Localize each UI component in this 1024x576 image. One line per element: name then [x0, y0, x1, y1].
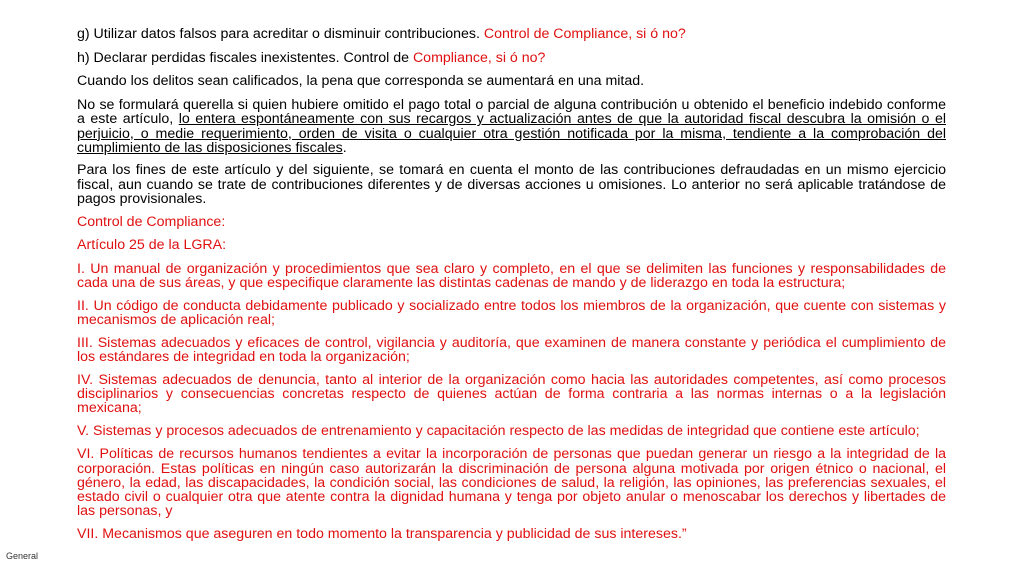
article-item-v: V. Sistemas y procesos adecuados de entrenamiento y capacitación respecto de las medidas de integridad que contiene este artículo; [77, 422, 920, 439]
item-h: h) Declarar perdidas fiscales inexistentes. Control de Compliance, si ó no? [77, 49, 546, 66]
article-item-vi: VI. Políticas de recursos humanos tendientes a evitar la incorporación de personas que puedan generar un riesgo a la integridad de la corporación. Estas políticas en ningún caso autorizarán la discriminación de persona alguna motivada por origen étnico o nacional, el género, la edad, las discapacidades, la condición social, las condiciones de salud, la religión, las opiniones, las preferencias sexuales, el estado civil o cualquier otra que atente contra la dignidad humana y tenga por objeto anular o menoscabar los derechos y libertades de las personas, y [77, 446, 946, 520]
item-g: g) Utilizar datos falsos para acreditar o disminuir contribuciones. Control de Compliance, si ó no? [77, 26, 686, 42]
article-item-i: I. Un manual de organización y procedimientos que sea claro y completo, en el que se delimiten las funciones y responsabilidades de cada una de sus áreas, y que especifique claramente las distintas cadenas de mando y de liderazgo en toda la estructura; [77, 260, 946, 292]
article-item-vii: VII. Mecanismos que aseguren en todo momento la transparencia y publicidad de sus intereses.” [77, 525, 687, 542]
underlined-condition: lo entera espontáneamente con sus recargos y actualización antes de que la autoridad fiscal descubra la omisión o el perjuicio, o medie requerimiento, orden de visita o cualquier otra gestión notificada por la misma, tendiente a la comprobación del cumplimiento de las disposiciones fiscales [77, 111, 946, 156]
compliance-question: Control de Compliance, si ó no? [483, 26, 686, 42]
article-heading: Artículo 25 de la LGRA: [77, 237, 227, 254]
article-item-ii: II. Un código de conducta debidamente publicado y socializado entre todos los miembros de la organización, que cuente con sistemas y mecanismos de aplicación real; [77, 297, 946, 329]
compliance-heading: Control de Compliance: [77, 213, 226, 230]
no-querella-paragraph: No se formulará querella si quien hubiere omitido el pago total o parcial de alguna contribución u obtenido el beneficio indebido conforme a este artículo, lo entera espontáneamente con sus recargos y actualización antes de que la autoridad fiscal descubra la omisión o el perjuicio, o medie requerimiento, orden de visita o cualquier otra gestión notificada por la misma, tendiente a la comprobación del cumplimiento de las disposiciones fiscales. [77, 97, 946, 156]
compliance-question: Compliance, si ó no? [412, 49, 546, 66]
slide-content [77, 27, 946, 550]
fines-paragraph: Para los fines de este artículo y del siguiente, se tomará en cuenta el monto de las contribuciones defraudadas en un mismo ejercicio fiscal, aun cuando se trate de contribuciones diferentes y de diversas acciones u omisiones. Lo anterior no será aplicable tratándose de pagos provisionales. [77, 162, 946, 207]
aggravation-paragraph: Cuando los delitos sean calificados, la pena que corresponda se aumentará en una mitad. [77, 73, 645, 90]
article-item-iii: III. Sistemas adecuados y eficaces de control, vigilancia y auditoría, que examinen de manera constante y periódica el cumplimiento de los estándares de integridad en toda la organización; [77, 334, 946, 365]
sensitivity-label: General [6, 551, 39, 561]
article-item-iv: IV. Sistemas adecuados de denuncia, tanto al interior de la organización como hacia las autoridades competentes, así como procesos disciplinarios y consecuencias concretas respecto de quienes actúan de forma contraria a las normas internas o a la legislación mexicana; [77, 371, 946, 417]
